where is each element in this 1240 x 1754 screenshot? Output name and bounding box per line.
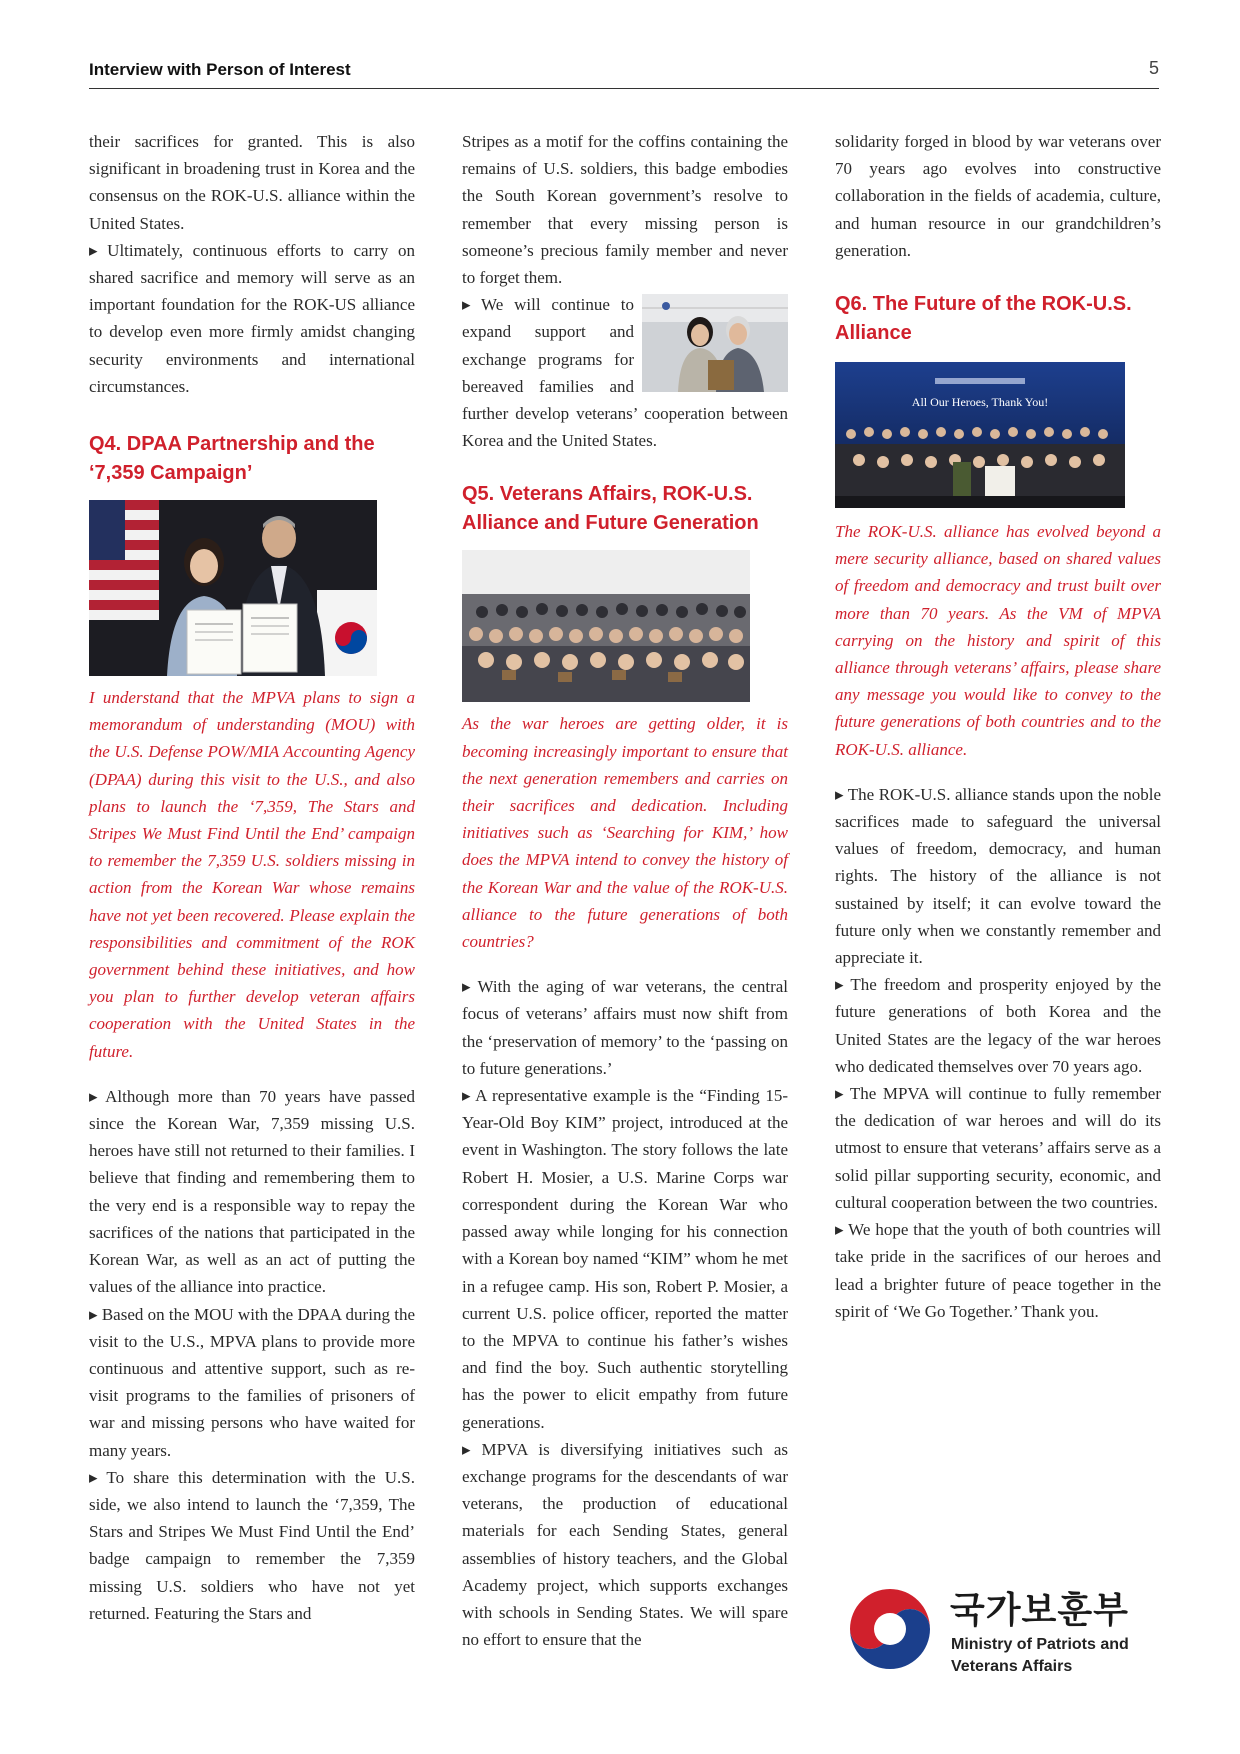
paragraph: ▸ We hope that the youth of both countries will take pride in the sacrifices of our heroes and lead a brighter future of peace together in the spirit of ‘We Go Together.’ Thank you. xyxy=(835,1220,1161,1321)
paragraph: ▸ A representative example is the “Finding 15-Year-Old Boy KIM” project, introduced at the event in Washington. The story follows the late Robert H. Mosier, a U.S. Marine Corps war correspondent during the Korean War who passed away while longing for his connection with a Korean boy named “KIM” whom he met in a refugee camp. His son, Robert P. Mosier, a current U.S. police officer, reported the matter to the MPVA to continue his father’s wishes and find the boy. Such authentic storytelling has the power to elicit empathy from future generations. xyxy=(462,1086,788,1432)
mou-signing-image xyxy=(89,500,377,676)
paragraph: ▸ We will continue to expand support and exchange programs for bereaved families and further develop veterans’ cooperation between Korea and the United States. xyxy=(462,295,788,451)
taegeuk-logo-icon xyxy=(845,1584,935,1674)
heroes-event-photo xyxy=(835,362,1125,508)
logo-english-line-1: Ministry of Patriots and xyxy=(951,1636,1129,1653)
paragraph: their sacrifices for granted. This is also significant in broadening trust in Korea and the consensus on the ROK-U.S. alliance within the United States. xyxy=(89,132,415,233)
mpva-logo xyxy=(845,1582,1165,1682)
section-title: Interview with Person of Interest xyxy=(89,60,351,79)
logo-korean-text: 국가보훈부 xyxy=(950,1590,1129,1631)
paragraph: ▸ The freedom and prosperity enjoyed by the future generations of both Korea and the United States are the legacy of the war heroes who dedicated themselves over 70 years ago. xyxy=(835,975,1161,1076)
q6-heading: Q6. The Future of the ROK-U.S. Alliance xyxy=(835,293,1132,345)
page-number: 5 xyxy=(1148,58,1159,78)
paragraph: ▸ Ultimately, continuous efforts to carry on shared sacrifice and memory will serve as an important foundation for the ROK-US alliance to develop even more firmly amidst changing security environments and international circumstances. xyxy=(89,240,415,396)
paragraph: Stripes as a motif for the coffins containing the remains of U.S. soldiers, this badge embodies the South Korean government’s resolve to remember that every missing person is someone’s precious family member and never to forget them. xyxy=(462,132,788,288)
paragraph: ▸ Although more than 70 years have passed since the Korean War, 7,359 missing U.S. heroes have still not returned to their families. I believe that finding and remembering them to the very end is a responsible way to repay the sacrifices of the nations that participated in the Korean War, as well as an act of putting the values of the alliance into practice. xyxy=(89,1086,415,1297)
logo-english-line-2: Veterans Affairs xyxy=(951,1658,1073,1675)
page-header xyxy=(89,56,1159,89)
group-photo-image xyxy=(462,550,750,702)
paragraph: ▸ MPVA is diversifying initiatives such as exchange programs for the descendants of war veterans, the production of educational materials for each Sending States, general assemblies of history teachers, and the Global Academy project, which supports exchanges with schools in Sending States. We will spare no effort to ensure that the xyxy=(462,1439,788,1650)
paragraph: ▸ The MPVA will continue to fully remember the dedication of war heroes and will do its utmost to ensure that veterans’ affairs serve as a solid pillar supporting security, economic, and cultural cooperation between the two countries. xyxy=(835,1084,1161,1212)
paragraph: ▸ With the aging of war veterans, the central focus of veterans’ affairs must now shift from the ‘preservation of memory’ to the ‘passing on to future generations.’ xyxy=(462,977,788,1078)
paragraph: ▸ Based on the MOU with the DPAA during the visit to the U.S., MPVA plans to provide more continuous and attentive support, such as re-visit programs to the families of prisoners of war and missing persons who have waited for many years. xyxy=(89,1304,415,1460)
q4-question: I understand that the MPVA plans to sign a memorandum of understanding (MOU) with the U.S. Defense POW/MIA Accounting Agency (DPAA) during this visit to the U.S., and also plans to launch the ‘7,359, The Stars and Stripes We Must Find Until the End’ campaign to remember the 7,359 U.S. soldiers missing in action from the Korean War whose remains have not yet been recovered. Please explain the responsibilities and commitment of the ROK government behind these initiatives, and how you plan to further develop veteran affairs cooperation with the United States in the future. xyxy=(89,688,415,1061)
bereaved-families-photo xyxy=(642,294,788,392)
paragraph: ▸ The ROK-U.S. alliance stands upon the noble sacrifices made to safeguard the universal values of freedom, democracy, and human rights. The history of the alliance is not sustained by itself; it can evolve toward the future only when we constantly remember and appreciate it. xyxy=(835,784,1161,968)
column-2 xyxy=(462,128,788,1653)
mou-signing-photo xyxy=(89,500,377,676)
q4-heading: Q4. DPAA Partnership and the ‘7,359 Campaign’ xyxy=(89,433,375,485)
q6-question: The ROK-U.S. alliance has evolved beyond a mere security alliance, based on shared values of freedom and democracy and trust built over more than 70 years. As the VM of MPVA carrying on the history and spirit of this alliance through veterans’ affairs, please share any message you would like to convey to the future generations of both countries and to the ROK-U.S. alliance. xyxy=(835,522,1161,759)
q5-heading: Q5. Veterans Affairs, ROK-U.S. Alliance and Future Generation xyxy=(462,483,759,535)
paragraph: solidarity forged in blood by war veterans over 70 years ago evolves into constructive collaboration in the fields of academia, culture, and human resource in our grandchildren’s generation. xyxy=(835,132,1161,260)
group-photo xyxy=(462,550,750,702)
column-1 xyxy=(89,128,415,1627)
column-3 xyxy=(835,128,1161,1325)
logo-english-text xyxy=(951,1634,1129,1678)
veterans-meeting-image xyxy=(642,294,788,392)
heroes-event-image xyxy=(835,362,1125,508)
paragraph: ▸ To share this determination with the U.S. side, we also intend to launch the ‘7,359, The Stars and Stripes We Must Find Until the End’ badge campaign to remember the 7,359 missing U.S. soldiers who have not yet returned. Featuring the Stars and xyxy=(89,1467,415,1623)
event-banner-text: All Our Heroes, Thank You! xyxy=(911,395,1049,410)
q5-question: As the war heroes are getting older, it is becoming increasingly important to ensure that the next generation remembers and carries on their sacrifices and dedication. Including initiatives such as ‘Searching for KIM,’ how does the MPVA intend to convey the history of the Korean War and the value of the ROK-U.S. alliance to the future generations of both countries? xyxy=(462,714,788,952)
